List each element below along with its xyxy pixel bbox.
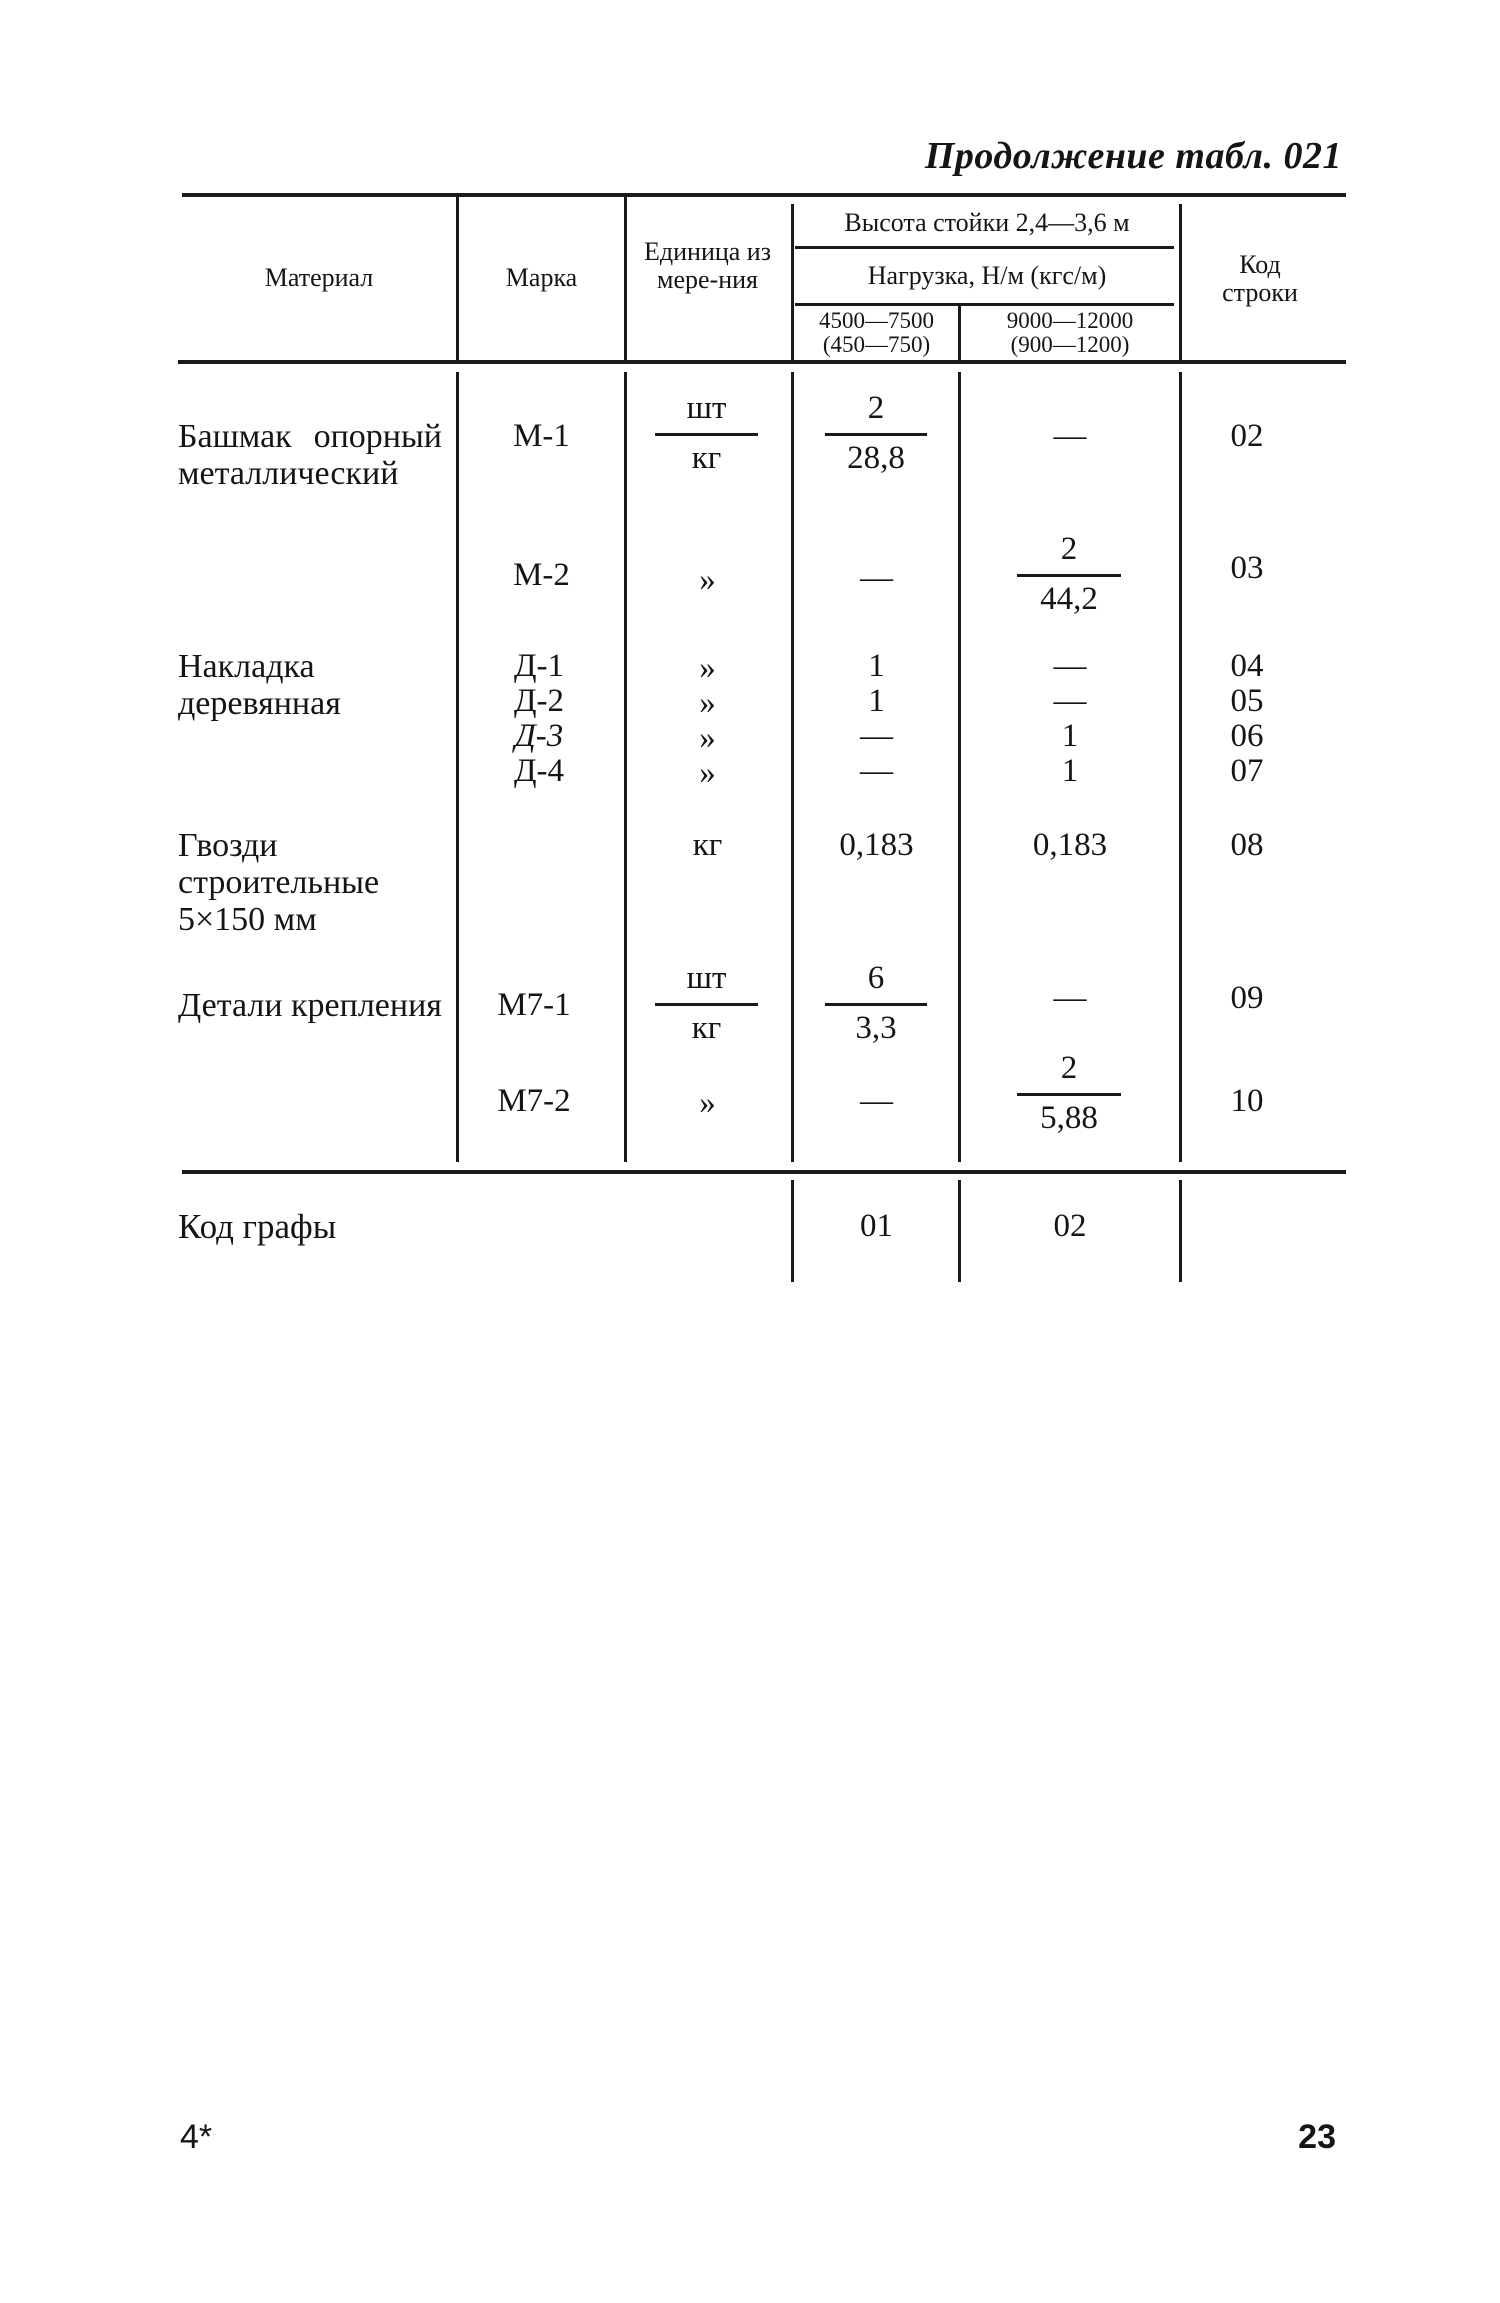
header-subgroup-rule <box>795 303 1174 306</box>
value-bottom: 5,88 <box>1040 1100 1098 1136</box>
unit-fraction <box>655 390 758 477</box>
header-col1-range: 4500—7500 <box>819 308 934 333</box>
table-cell-col1: 1 <box>868 648 885 684</box>
table-cell-col1: — <box>860 560 893 596</box>
row-code: 10 <box>1230 1083 1264 1119</box>
table-row-mark: М-2 <box>513 557 570 593</box>
table-cell-col2: — <box>1053 418 1087 454</box>
header-load-group: Нагрузка, Н/м (кгс/м) <box>867 261 1107 290</box>
row-code: 08 <box>1230 827 1264 863</box>
header-col1-range-kgf: (450—750) <box>822 332 931 357</box>
table-cell-unit: » <box>699 685 716 721</box>
code-row-divider-1 <box>791 1180 794 1282</box>
header-height-group: Высота стойки 2,4—3,6 м <box>844 208 1130 237</box>
table-cell-col2: — <box>1053 683 1087 719</box>
page-number: 23 <box>1298 2118 1336 2156</box>
value-fraction <box>1017 531 1121 618</box>
table-cell-col2: 1 <box>1061 753 1079 789</box>
value-bottom: 44,2 <box>1040 581 1098 617</box>
header-group-rule <box>795 246 1174 249</box>
fraction-bar <box>1017 574 1121 577</box>
header-bottom-rule <box>178 360 1346 364</box>
table-row-mark: Д-4 <box>514 753 564 789</box>
row-code: 04 <box>1230 648 1264 684</box>
value-fraction <box>825 960 927 1047</box>
body-bottom-rule <box>182 1170 1346 1174</box>
header-divider-5 <box>1179 204 1182 360</box>
unit-bottom: кг <box>691 440 722 476</box>
value-top: 2 <box>867 390 885 426</box>
column-code-label: Код графы <box>178 1207 337 1246</box>
table-row-mark: Д-2 <box>514 683 564 719</box>
value-top: 6 <box>867 960 885 996</box>
value-top: 2 <box>1060 531 1078 567</box>
fraction-bar <box>825 433 927 436</box>
row-code: 09 <box>1230 980 1264 1016</box>
table-cell-col1: — <box>860 718 893 754</box>
table-cell-col2: 1 <box>1061 718 1079 754</box>
code-row-divider-3 <box>1179 1180 1182 1282</box>
table-cell-unit: » <box>699 1085 716 1121</box>
table-cell-unit: » <box>699 755 716 791</box>
fraction-bar <box>655 1003 758 1006</box>
table-cell-col2: 0,183 <box>1032 827 1108 863</box>
table-cell-col1: 0,183 <box>839 827 914 863</box>
unit-fraction <box>655 960 758 1047</box>
unit-top: шт <box>686 960 727 996</box>
unit-bottom: кг <box>691 1010 722 1046</box>
value-fraction <box>1017 1050 1121 1137</box>
table-cell-unit: » <box>699 650 716 686</box>
table-row-mark: М7-1 <box>497 987 571 1023</box>
column-code-01: 01 <box>860 1208 893 1244</box>
value-top: 2 <box>1060 1050 1078 1086</box>
table-cell-col1: — <box>860 753 893 789</box>
body-divider-3 <box>791 372 794 1162</box>
header-mark: Марка <box>505 263 578 292</box>
table-cell-col2: — <box>1053 648 1087 684</box>
table-cell-col1: — <box>860 1083 893 1119</box>
header-row-code: Код строки <box>1222 250 1298 307</box>
table-row-mark: М7-2 <box>497 1083 571 1119</box>
continuation-title: Продолжение табл. 021 <box>924 135 1342 177</box>
value-bottom: 3,3 <box>855 1010 897 1046</box>
header-col2-range-kgf: (900—1200) <box>1010 332 1130 357</box>
column-code-02: 02 <box>1053 1208 1087 1244</box>
unit-top: шт <box>686 390 727 426</box>
material-shoe: Башмак опорный металлический <box>178 418 442 492</box>
row-code: 06 <box>1230 718 1264 754</box>
table-cell-col1: 1 <box>868 683 885 719</box>
row-code: 05 <box>1230 683 1264 719</box>
table-row-mark: Д-3 <box>514 718 564 754</box>
row-code: 03 <box>1230 550 1264 586</box>
header-col2-range: 9000—12000 <box>1006 308 1134 333</box>
header-divider-2 <box>624 197 627 360</box>
value-bottom: 28,8 <box>847 440 905 476</box>
row-code: 02 <box>1230 418 1264 454</box>
signature-mark: 4* <box>180 2118 213 2156</box>
material-fasteners: Детали крепления <box>178 987 442 1024</box>
table-row-mark: М-1 <box>513 418 570 454</box>
table-cell-unit: кг <box>692 827 723 863</box>
fraction-bar <box>825 1003 927 1006</box>
header-unit: Единица измере-ния <box>644 237 771 294</box>
header-material: Материал <box>264 263 374 292</box>
row-code: 07 <box>1230 753 1264 789</box>
material-nails: Гвозди строительные 5×150 мм <box>178 827 380 938</box>
table-top-rule <box>182 193 1346 197</box>
value-fraction <box>825 390 927 477</box>
fraction-bar <box>655 433 758 436</box>
fraction-bar <box>1017 1093 1121 1096</box>
table-cell-unit: » <box>699 720 716 756</box>
table-cell-col2: — <box>1053 980 1087 1016</box>
material-wood-plate: Накладка деревянная <box>178 648 341 722</box>
table-cell-unit: » <box>699 562 716 598</box>
header-divider-3 <box>791 204 794 360</box>
table-row-mark: Д-1 <box>514 648 564 684</box>
